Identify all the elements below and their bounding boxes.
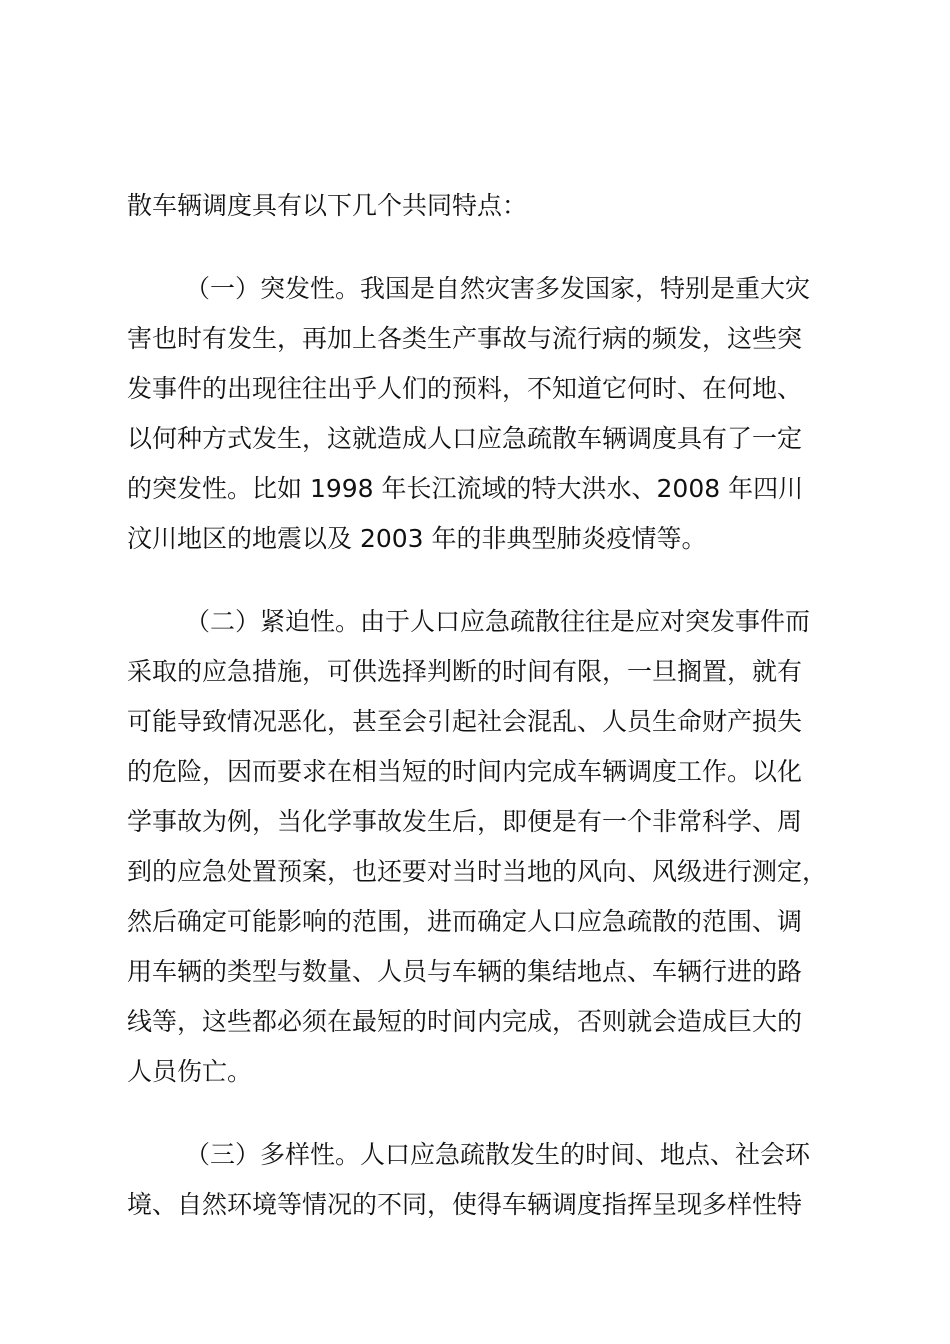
text-line: 的危险，因而要求在相当短的时间内完成车辆调度工作。以化: [127, 757, 803, 786]
text-line: 人员伤亡。: [127, 1057, 253, 1086]
text-line: （一）突发性。我国是自然灾害多发国家，特别是重大灾: [185, 274, 811, 303]
text-line: 线等，这些都必须在最短的时间内完成，否则就会造成巨大的: [127, 1007, 803, 1036]
text-line: 用车辆的类型与数量、人员与车辆的集结地点、车辆行进的路: [127, 957, 803, 986]
text-line: 境、自然环境等情况的不同，使得车辆调度指挥呈现多样性特: [127, 1190, 803, 1219]
text-line: 可能导致情况恶化，甚至会引起社会混乱、人员生命财产损失: [127, 707, 803, 736]
paragraph-urgency: [127, 597, 867, 1097]
paragraph-spacing: [127, 231, 867, 264]
intro-line: 散车辆调度具有以下几个共同特点：: [127, 191, 528, 220]
text-line: 发事件的出现往往出乎人们的预料，不知道它何时、在何地、: [127, 374, 803, 403]
text-line: 汶川地区的地震以及 2003 年的非典型肺炎疫情等。: [127, 524, 707, 553]
text-line: 采取的应急措施，可供选择判断的时间有限，一旦搁置，就有: [127, 657, 803, 686]
text-line: （二）紧迫性。由于人口应急疏散往往是应对突发事件而: [185, 607, 811, 636]
text-line: （三）多样性。人口应急疏散发生的时间、地点、社会环: [185, 1140, 811, 1169]
text-line: 到的应急处置预案，也还要对当时当地的风向、风级进行测定，: [127, 857, 828, 886]
text-line: 害也时有发生，再加上各类生产事故与流行病的频发，这些突: [127, 324, 803, 353]
paragraph-suddenness: [127, 264, 867, 564]
text-line: 然后确定可能影响的范围，进而确定人口应急疏散的范围、调: [127, 907, 803, 936]
paragraph-spacing: [127, 1097, 867, 1130]
text-line: 的突发性。比如 1998 年长江流域的特大洪水、2008 年四川: [127, 474, 804, 503]
text-line: 以何种方式发生，这就造成人口应急疏散车辆调度具有了一定: [127, 424, 803, 453]
text-line: 学事故为例，当化学事故发生后，即便是有一个非常科学、周: [127, 807, 803, 836]
document-body: [127, 181, 867, 1230]
paragraph-diversity: [127, 1130, 867, 1230]
paragraph-spacing: [127, 564, 867, 597]
